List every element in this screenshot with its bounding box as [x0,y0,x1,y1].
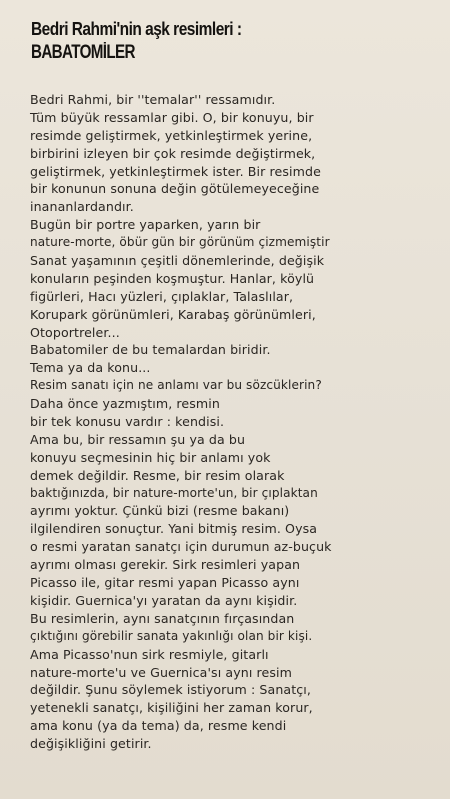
body-line: Ama bu, bir ressamın şu ya da bu [30,431,246,447]
body-line: o resmi yaratan sanatçı için durumun az-buçuk [30,539,332,555]
body-line: ayrımı yoktur. Çünkü bizi (resme bakanı) [30,503,290,519]
body-line: konuların peşinden koşmuştur. Hanlar, köylü [30,270,315,286]
body-line: bir tek konusu vardır : kendisi. [30,414,225,430]
body-line: demek değildir. Resme, bir resim olarak [30,467,285,483]
body-line: Ama Picasso'nun sirk resmiyle, gitarlı [30,646,269,662]
body-line: Tema ya da konu... [30,360,151,376]
body-line: Bedri Rahmi, bir ''temalar'' ressamıdır. [30,92,276,107]
body-line: Resim sanatı için ne anlamı var bu sözcüklerin? [30,378,322,393]
body-line: yetenekli sanatçı, kişiliğini her zaman korur, [30,700,313,716]
body-line: değişikliğini getirir. [30,736,152,752]
body-line: konuyu seçmesinin hiç bir anlamı yok [30,449,271,465]
body-line: inananlardandır. [30,199,134,215]
body-line: kişidir. Guernica'yı yaratan da aynı kişidir. [30,592,298,608]
body-line: figürleri, Hacı yüzleri, çıplaklar, Talaslılar, [30,288,294,304]
body-line: geliştirmek, yetkinleştirmek ister. Bir resimde [30,163,321,179]
body-line: çıktığını görebilir sanata yakınlığı olan bir kişi. [30,628,313,643]
body-line: Otoportreler... [30,324,120,340]
body-line: Bugün bir portre yaparken, yarın bir [30,217,261,233]
body-line: bir konunun sonuna değin götülemeyeceğine [30,181,320,197]
body-line: baktığınızda, bir nature-morte'un, bir çıplaktan [30,485,318,500]
article-subheading: BABATOMİLER [31,42,135,63]
body-line: resimde geliştirmek, yetkinleştirmek yerine, [30,127,313,143]
body-line: ayrımı olması gerekir. Sirk resimleri yapan [30,557,301,573]
body-line: Korupark görünümleri, Karabaş görünümleri, [30,306,316,322]
body-line: Bu resimlerin, aynı sanatçının fırçasından [30,610,295,626]
body-line: nature-morte, öbür gün bir görünüm çizmemiştir [30,235,330,250]
article-heading: Bedri Rahmi'nin aşk resimleri : [31,19,242,39]
body-line: nature-morte'u ve Guernica'sı aynı resim [30,664,293,680]
article-body [30,91,440,753]
body-line: birbirini izleyen bir çok resimde değiştirmek, [30,145,316,161]
body-line: Daha önce yazmıştım, resmin [30,396,220,412]
body-line: Picasso ile, gitar resmi yapan Picasso aynı [30,575,300,591]
title-block [31,18,431,64]
body-line: Sanat yaşamının çeşitli dönemlerinde, değişik [30,253,325,269]
body-line: Tüm büyük ressamlar gibi. O, bir konuyu, bir [30,109,314,125]
body-line: ama konu (ya da tema) da, resme kendi [30,718,287,734]
body-line: değildir. Şunu söylemek istiyorum : Sanatçı, [30,682,311,698]
body-line: Babatomiler de bu temalardan biridir. [30,342,271,358]
body-line: ilgilendiren sonuçtur. Yani bitmiş resim. Oysa [30,521,318,537]
